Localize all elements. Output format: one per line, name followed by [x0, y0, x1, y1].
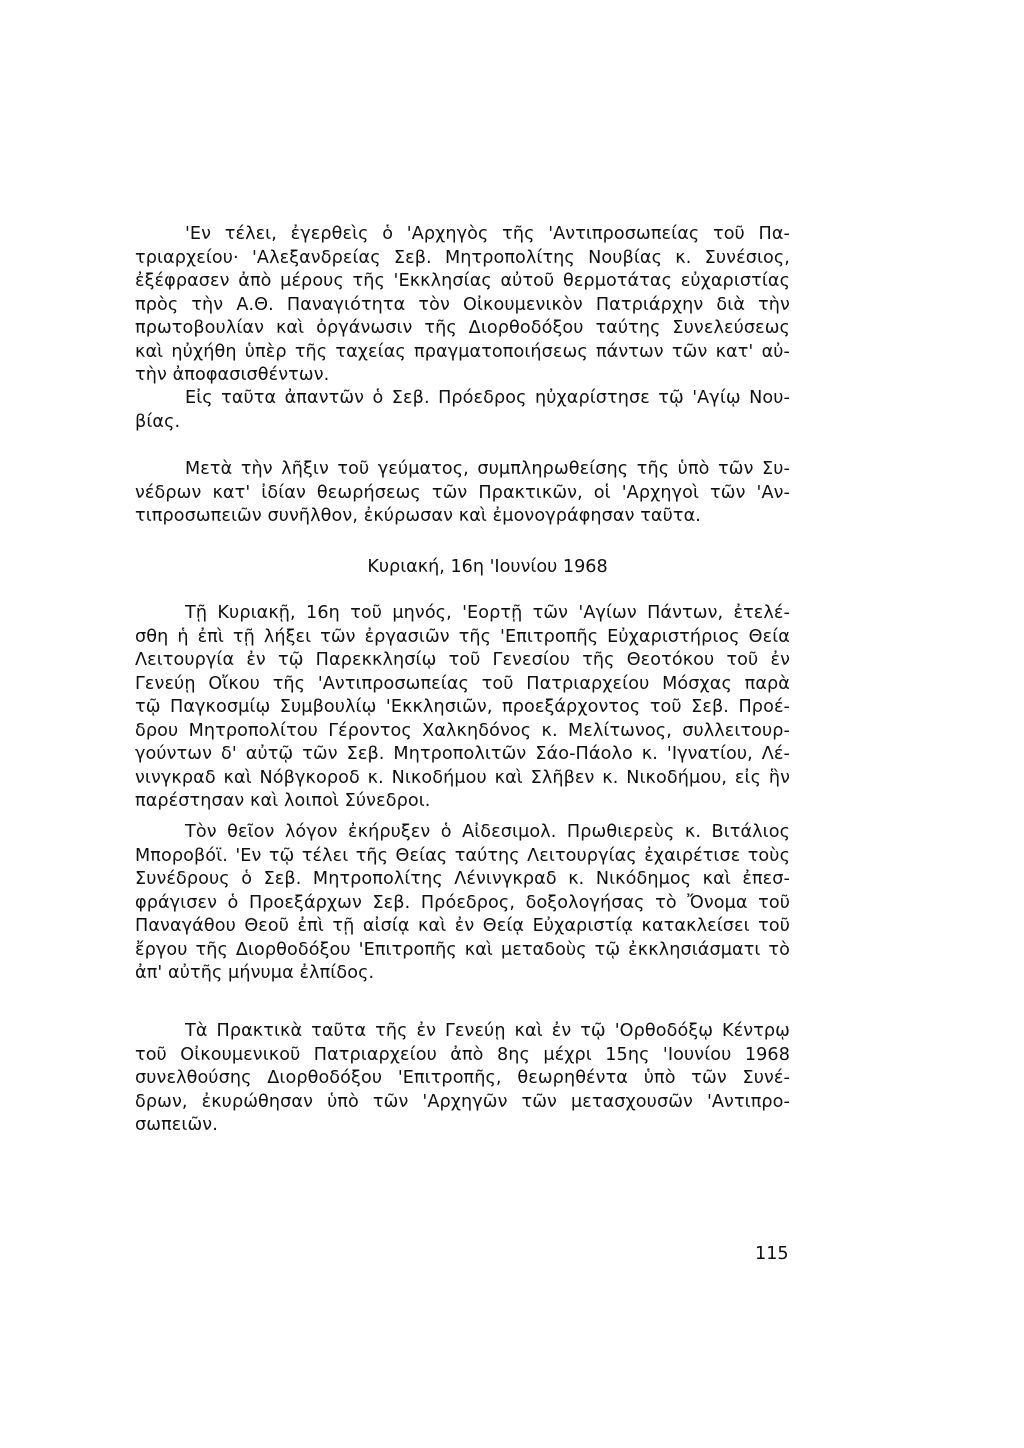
- paragraph-line: τιπροσωπειῶν συνῆλθον, ἐκύρωσαν καὶ ἐμονογράφησαν ταῦτα.: [135, 506, 701, 526]
- paragraph-line: Τὰ Πρακτικὰ ταῦτα τῆς ἐν Γενεύῃ καὶ ἐν τῷ 'Ορθοδόξῳ Κέντρῳ: [185, 1021, 790, 1041]
- paragraph-line: φράγισεν ὁ Προεξάρχων Σεβ. Πρόεδρος, δοξολογήσας τὸ Ὄνομα τοῦ: [135, 892, 790, 913]
- paragraph-line: δρων, ἐκυρώθησαν ὑπὸ τῶν 'Αρχηγῶν τῶν μετασχουσῶν 'Αντιπρο-: [135, 1091, 790, 1112]
- paragraph-president-thanks: [135, 387, 790, 434]
- paragraph-line: Μποροβόϊ. 'Εν τῷ τέλει τῆς Θείας ταύτης Λειτουργίας ἐχαιρέτισε τοὺς: [135, 845, 790, 866]
- paragraph-line: συνελθούσης Διορθοδόξου 'Επιτροπῆς, θεωρηθέντα ὑπὸ τῶν Συνέ-: [135, 1068, 790, 1088]
- paragraph-line: 'Εν τέλει, ἐγερθεὶς ὁ 'Αρχηγὸς τῆς 'Αντιπροσωπείας τοῦ Πα-: [185, 224, 790, 244]
- paragraph-line: Συνέδρους ὁ Σεβ. Μητροπολίτης Λένινγκραδ κ. Νικόδημος καὶ ἐπεσ-: [135, 869, 790, 889]
- paragraph-line: καὶ ηὐχήθη ὑπὲρ τῆς ταχείας πραγματοποιήσεως πάντων τῶν κατ' αὐ-: [135, 341, 790, 362]
- page-number: 115: [755, 1244, 789, 1264]
- paragraph-line: σθη ἡ ἐπὶ τῇ λήξει τῶν ἐργασιῶν τῆς 'Επιτροπῆς Εὐχαριστήριος Θεία: [135, 626, 790, 647]
- paragraph-line: Εἰς ταῦτα ἀπαντῶν ὁ Σεβ. Πρόεδρος ηὐχαρίστησε τῷ 'Αγίῳ Νου-: [185, 388, 790, 408]
- paragraph-line: σωπειῶν.: [135, 1115, 218, 1135]
- paragraph-line: Μετὰ τὴν λῆξιν τοῦ γεύματος, συμπληρωθείσης τῆς ὑπὸ τῶν Συ-: [185, 459, 790, 479]
- paragraph-line: γούντων δ' αὐτῷ τῶν Σεβ. Μητροπολιτῶν Σάο-Πάολο κ. 'Ιγνατίου, Λέ-: [135, 744, 790, 764]
- paragraph-sunday-liturgy: [135, 602, 790, 814]
- paragraph-line: Τὸν θεῖον λόγον ἐκήρυξεν ὁ Αἰδεσιμολ. Πρωθιερεὺς κ. Βιτάλιος: [185, 822, 790, 842]
- paragraph-line: ἔργου τῆς Διορθοδόξου 'Επιτροπῆς καὶ μεταδοὺς τῷ ἐκκλησιάσματι τὸ: [135, 939, 790, 960]
- paragraph-line: πρὸς τὴν Α.Θ. Παναγιότητα τὸν Οἰκουμενικὸν Πατριάρχην διὰ τὴν: [135, 294, 790, 315]
- paragraph-line: τῷ Παγκοσμίῳ Συμβουλίῳ 'Εκκλησιῶν, προεξάρχοντος τοῦ Σεβ. Προέ-: [135, 697, 790, 717]
- paragraph-line: Λειτουργία ἐν τῷ Παρεκκλησίῳ τοῦ Γενεσίου τῆς Θεοτόκου τοῦ ἐν: [135, 650, 790, 670]
- paragraph-line: τὴν ἀποφασισθέντων.: [135, 365, 330, 385]
- paragraph-line: νινγκραδ καὶ Νόβγκοροδ κ. Νικοδήμου καὶ Σλῆβεν κ. Νικοδήμου, εἰς ἣν: [135, 767, 790, 788]
- paragraph-line: τριαρχείου· 'Αλεξανδρείας Σεβ. Μητροπολίτης Νουβίας κ. Συνέσιος,: [135, 247, 790, 268]
- paragraph-line: νέδρων κατ' ἰδίαν θεωρήσεως τῶν Πρακτικῶν, οἱ 'Αρχηγοὶ τῶν 'Αν-: [135, 482, 790, 503]
- paragraph-line: παρέστησαν καὶ λοιποὶ Σύνεδροι.: [135, 791, 431, 811]
- paragraph-sermon: [135, 821, 790, 986]
- section-date-heading: Κυριακή, 16η 'Ιουνίου 1968: [367, 557, 608, 577]
- paragraph-line: πρωτοβουλίαν καὶ ὀργάνωσιν τῆς Διορθοδόξου ταύτης Συνελεύσεως: [135, 318, 790, 338]
- paragraph-line: Παναγάθου Θεοῦ ἐπὶ τῇ αἰσίᾳ καὶ ἐν Θείᾳ Εὐχαριστίᾳ κατακλείσει τοῦ: [135, 916, 790, 936]
- paragraph-line: δρου Μητροπολίτου Γέροντος Χαλκηδόνος κ. Μελίτωνος, συλλειτουρ-: [135, 720, 790, 741]
- paragraph-minutes-conclusion: [135, 1020, 790, 1138]
- paragraph-patriarchate-alexandria: [135, 223, 790, 388]
- paragraph-line: τοῦ Οἰκουμενικοῦ Πατριαρχείου ἀπὸ 8ης μέχρι 15ης 'Ιουνίου 1968: [135, 1044, 790, 1065]
- paragraph-line: βίας.: [135, 411, 181, 432]
- paragraph-minutes-ratified: [135, 458, 790, 529]
- paragraph-line: ἀπ' αὐτῆς μήνυμα ἐλπίδος.: [135, 963, 375, 983]
- paragraph-line: Γενεύῃ Οἴκου τῆς 'Αντιπροσωπείας τοῦ Πατριαρχείου Μόσχας παρὰ: [135, 673, 790, 694]
- paragraph-line: Τῇ Κυριακῇ, 16η τοῦ μηνός, 'Εορτῇ τῶν 'Αγίων Πάντων, ἐτελέ-: [185, 603, 790, 623]
- paragraph-line: ἐξέφρασεν ἀπὸ μέρους τῆς 'Εκκλησίας αὐτοῦ θερμοτάτας εὐχαριστίας: [135, 271, 790, 291]
